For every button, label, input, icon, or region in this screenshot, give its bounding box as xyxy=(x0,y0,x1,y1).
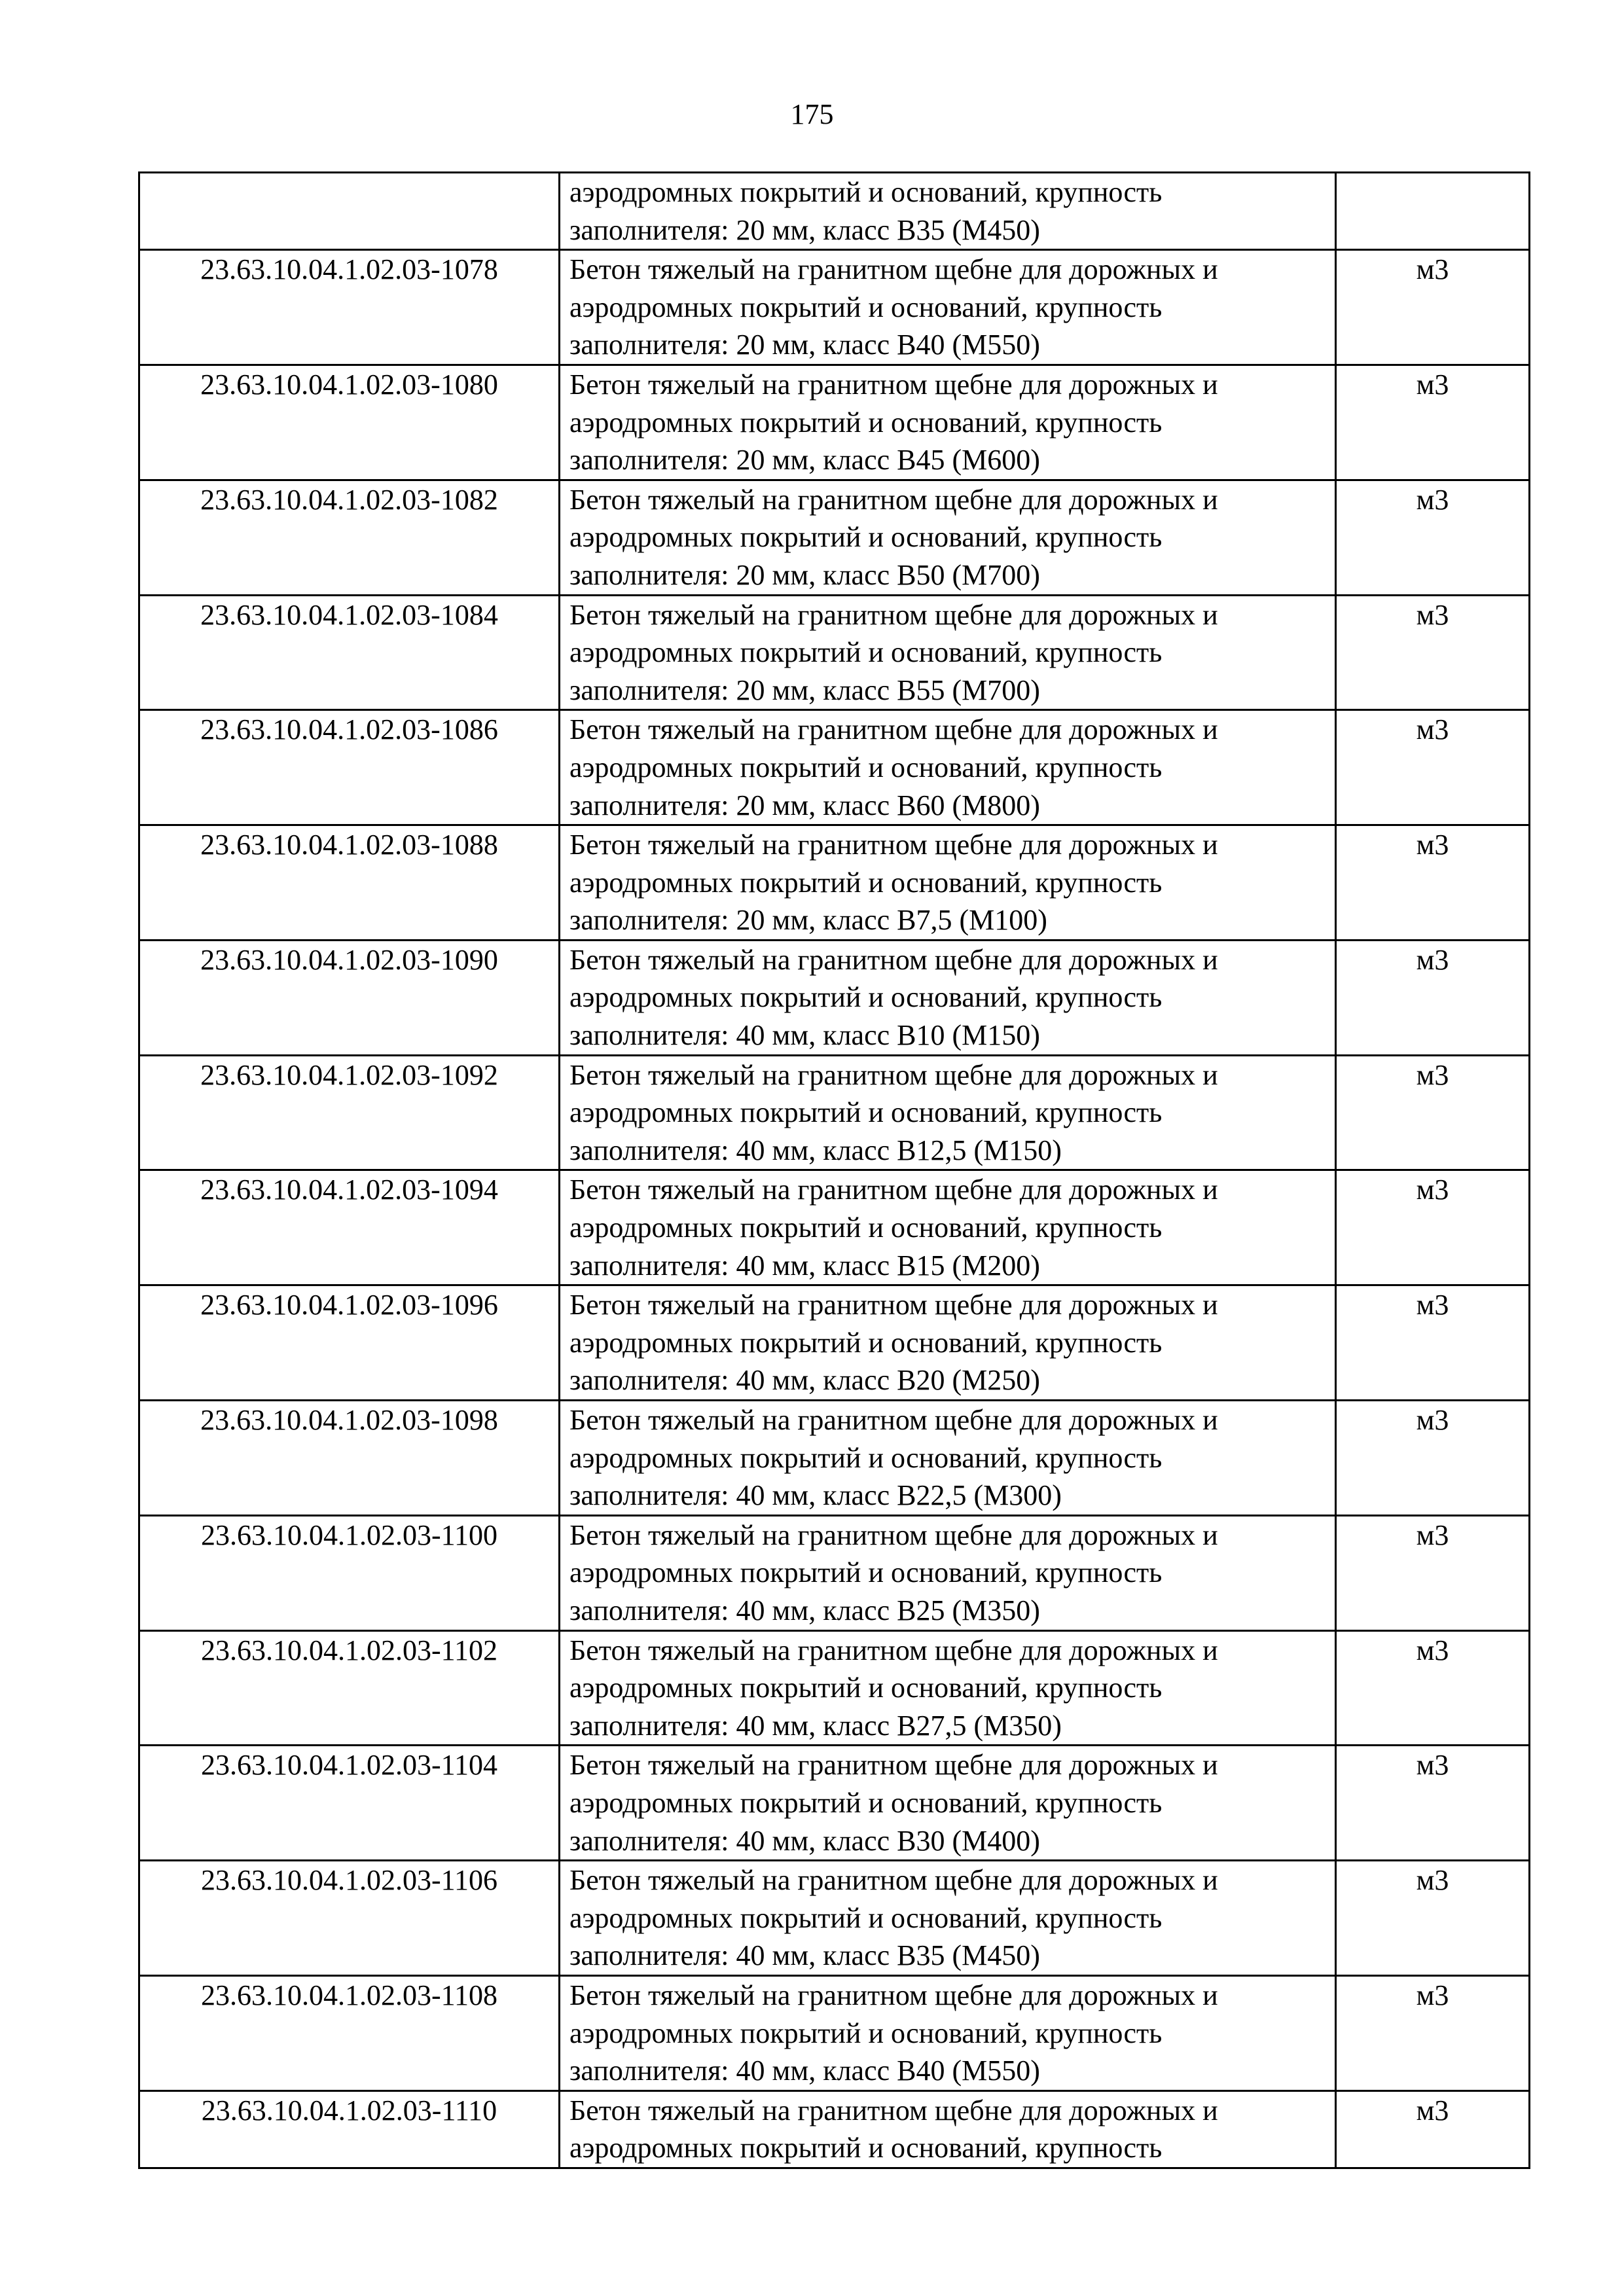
description-line: Бетон тяжелый на гранитном щебне для дорожных и xyxy=(569,1864,1218,1897)
description-line: аэродромных покрытий и оснований, крупность xyxy=(569,291,1163,323)
unit-cell: м3 xyxy=(1336,1746,1530,1861)
code-cell xyxy=(139,173,560,250)
unit-cell: м3 xyxy=(1336,1975,1530,2090)
table-row xyxy=(139,825,1530,941)
table-body xyxy=(139,173,1530,2168)
code-cell: 23.63.10.04.1.02.03-1108 xyxy=(139,1975,560,2090)
description-line: заполнителя: 40 мм, класс B20 (M250) xyxy=(569,1364,1040,1397)
code-cell: 23.63.10.04.1.02.03-1098 xyxy=(139,1401,560,1516)
description-cell xyxy=(560,365,1336,480)
table-row xyxy=(139,1515,1530,1630)
description-line: заполнителя: 40 мм, класс B10 (M150) xyxy=(569,1019,1040,1052)
unit-cell: м3 xyxy=(1336,480,1530,595)
table-row-continued xyxy=(139,173,1530,250)
description-line: аэродромных покрытий и оснований, крупность xyxy=(569,2132,1163,2164)
unit-cell: м3 xyxy=(1336,1170,1530,1285)
description-line: заполнителя: 20 мм, класс B50 (M700) xyxy=(569,558,1040,591)
unit-cell: м3 xyxy=(1336,365,1530,480)
description-line: аэродромных покрытий и оснований, крупность xyxy=(569,636,1163,669)
description-line: аэродромных покрытий и оснований, крупность xyxy=(569,1556,1163,1589)
description-cell xyxy=(560,480,1336,595)
unit-cell: м3 xyxy=(1336,1630,1530,1746)
code-cell: 23.63.10.04.1.02.03-1092 xyxy=(139,1055,560,1170)
description-line: Бетон тяжелый на гранитном щебне для дорожных и xyxy=(569,1404,1218,1436)
description-cell xyxy=(560,825,1336,941)
description-line: заполнителя: 20 мм, класс B45 (M600) xyxy=(569,444,1040,476)
code-cell: 23.63.10.04.1.02.03-1104 xyxy=(139,1746,560,1861)
description-line: аэродромных покрытий и оснований, крупность xyxy=(569,406,1163,439)
code-cell: 23.63.10.04.1.02.03-1094 xyxy=(139,1170,560,1285)
code-cell: 23.63.10.04.1.02.03-1082 xyxy=(139,480,560,595)
table-row xyxy=(139,1630,1530,1746)
code-cell: 23.63.10.04.1.02.03-1090 xyxy=(139,940,560,1055)
description-line: аэродромных покрытий и оснований, крупность xyxy=(569,1786,1163,1819)
description-cell xyxy=(560,250,1336,365)
description-line: Бетон тяжелый на гранитном щебне для дорожных и xyxy=(569,1979,1218,2011)
description-cell xyxy=(560,1975,1336,2090)
description-cell xyxy=(560,1055,1336,1170)
description-line: заполнителя: 40 мм, класс B22,5 (M300) xyxy=(569,1479,1062,1512)
description-line: заполнителя: 20 мм, класс B35 (M450) xyxy=(569,213,1040,246)
description-cell xyxy=(560,173,1336,250)
code-cell: 23.63.10.04.1.02.03-1078 xyxy=(139,250,560,365)
description-cell xyxy=(560,1285,1336,1401)
description-line: заполнителя: 40 мм, класс B12,5 (M150) xyxy=(569,1134,1062,1166)
description-line: заполнителя: 40 мм, класс B25 (M350) xyxy=(569,1594,1040,1626)
description-cell xyxy=(560,595,1336,710)
page-number: 175 xyxy=(790,98,834,130)
table-row xyxy=(139,1861,1530,1976)
table-row xyxy=(139,1055,1530,1170)
description-cell xyxy=(560,1170,1336,1285)
table-row xyxy=(139,365,1530,480)
code-cell: 23.63.10.04.1.02.03-1080 xyxy=(139,365,560,480)
table-row xyxy=(139,2090,1530,2168)
description-line: аэродромных покрытий и оснований, крупность xyxy=(569,1096,1163,1129)
description-cell xyxy=(560,940,1336,1055)
description-line: Бетон тяжелый на гранитном щебне для дорожных и xyxy=(569,829,1218,861)
unit-cell: м3 xyxy=(1336,1285,1530,1401)
code-cell: 23.63.10.04.1.02.03-1088 xyxy=(139,825,560,941)
description-line: заполнителя: 40 мм, класс B40 (M550) xyxy=(569,2054,1040,2087)
table-row xyxy=(139,710,1530,825)
description-line: аэродромных покрытий и оснований, крупность xyxy=(569,1441,1163,1474)
description-line: Бетон тяжелый на гранитном щебне для дорожных и xyxy=(569,713,1218,746)
description-line: заполнителя: 20 мм, класс B60 (M800) xyxy=(569,789,1040,821)
description-line: аэродромных покрытий и оснований, крупность xyxy=(569,1211,1163,1244)
table-row xyxy=(139,1975,1530,2090)
description-line: Бетон тяжелый на гранитном щебне для дорожных и xyxy=(569,1289,1218,1321)
code-cell: 23.63.10.04.1.02.03-1106 xyxy=(139,1861,560,1976)
description-line: заполнителя: 40 мм, класс B30 (M400) xyxy=(569,1824,1040,1857)
unit-cell: м3 xyxy=(1336,1861,1530,1976)
description-cell xyxy=(560,1861,1336,1976)
table-row xyxy=(139,1170,1530,1285)
table-row xyxy=(139,250,1530,365)
description-cell xyxy=(560,2090,1336,2168)
description-line: аэродромных покрытий и оснований, крупность xyxy=(569,866,1163,899)
description-line: аэродромных покрытий и оснований, крупность xyxy=(569,1901,1163,1934)
table-row xyxy=(139,1746,1530,1861)
description-line: заполнителя: 20 мм, класс B55 (M700) xyxy=(569,673,1040,706)
code-cell: 23.63.10.04.1.02.03-1084 xyxy=(139,595,560,710)
code-cell: 23.63.10.04.1.02.03-1110 xyxy=(139,2090,560,2168)
description-cell xyxy=(560,1401,1336,1516)
description-line: аэродромных покрытий и оснований, крупность xyxy=(569,176,1163,208)
description-line: Бетон тяжелый на гранитном щебне для дорожных и xyxy=(569,1058,1218,1091)
unit-cell: м3 xyxy=(1336,1055,1530,1170)
unit-cell: м3 xyxy=(1336,710,1530,825)
description-line: заполнителя: 40 мм, класс B15 (M200) xyxy=(569,1249,1040,1282)
description-line: аэродромных покрытий и оснований, крупность xyxy=(569,751,1163,783)
description-cell xyxy=(560,1746,1336,1861)
description-line: заполнителя: 40 мм, класс B35 (M450) xyxy=(569,1939,1040,1972)
code-cell: 23.63.10.04.1.02.03-1100 xyxy=(139,1515,560,1630)
description-line: аэродромных покрытий и оснований, крупность xyxy=(569,981,1163,1014)
code-cell: 23.63.10.04.1.02.03-1102 xyxy=(139,1630,560,1746)
description-line: Бетон тяжелый на гранитном щебне для дорожных и xyxy=(569,483,1218,516)
unit-cell: м3 xyxy=(1336,1401,1530,1516)
description-line: Бетон тяжелый на гранитном щебне для дорожных и xyxy=(569,1518,1218,1551)
description-line: Бетон тяжелый на гранитном щебне для дорожных и xyxy=(569,368,1218,401)
description-cell xyxy=(560,1630,1336,1746)
table-row xyxy=(139,1401,1530,1516)
description-line: заполнителя: 20 мм, класс B40 (M550) xyxy=(569,329,1040,361)
description-cell xyxy=(560,1515,1336,1630)
table-row xyxy=(139,595,1530,710)
description-line: аэродромных покрытий и оснований, крупность xyxy=(569,521,1163,554)
unit-cell xyxy=(1336,173,1530,250)
unit-cell: м3 xyxy=(1336,2090,1530,2168)
table-row xyxy=(139,480,1530,595)
table-row xyxy=(139,1285,1530,1401)
description-line: Бетон тяжелый на гранитном щебне для дорожных и xyxy=(569,943,1218,976)
unit-cell: м3 xyxy=(1336,250,1530,365)
description-line: аэродромных покрытий и оснований, крупность xyxy=(569,1326,1163,1359)
materials-table xyxy=(138,171,1530,2169)
description-cell xyxy=(560,710,1336,825)
table-row xyxy=(139,940,1530,1055)
description-line: Бетон тяжелый на гранитном щебне для дорожных и xyxy=(569,2094,1218,2126)
description-line: аэродромных покрытий и оснований, крупность xyxy=(569,2017,1163,2049)
description-line: заполнителя: 40 мм, класс B27,5 (M350) xyxy=(569,1709,1062,1742)
description-line: Бетон тяжелый на гранитном щебне для дорожных и xyxy=(569,1174,1218,1206)
unit-cell: м3 xyxy=(1336,940,1530,1055)
description-line: Бетон тяжелый на гранитном щебне для дорожных и xyxy=(569,253,1218,286)
code-cell: 23.63.10.04.1.02.03-1086 xyxy=(139,710,560,825)
description-line: Бетон тяжелый на гранитном щебне для дорожных и xyxy=(569,1749,1218,1782)
unit-cell: м3 xyxy=(1336,825,1530,941)
unit-cell: м3 xyxy=(1336,595,1530,710)
unit-cell: м3 xyxy=(1336,1515,1530,1630)
description-line: аэродромных покрытий и оснований, крупность xyxy=(569,1672,1163,1704)
description-line: Бетон тяжелый на гранитном щебне для дорожных и xyxy=(569,1634,1218,1666)
description-line: заполнителя: 20 мм, класс B7,5 (M100) xyxy=(569,904,1047,937)
code-cell: 23.63.10.04.1.02.03-1096 xyxy=(139,1285,560,1401)
description-line: Бетон тяжелый на гранитном щебне для дорожных и xyxy=(569,598,1218,631)
